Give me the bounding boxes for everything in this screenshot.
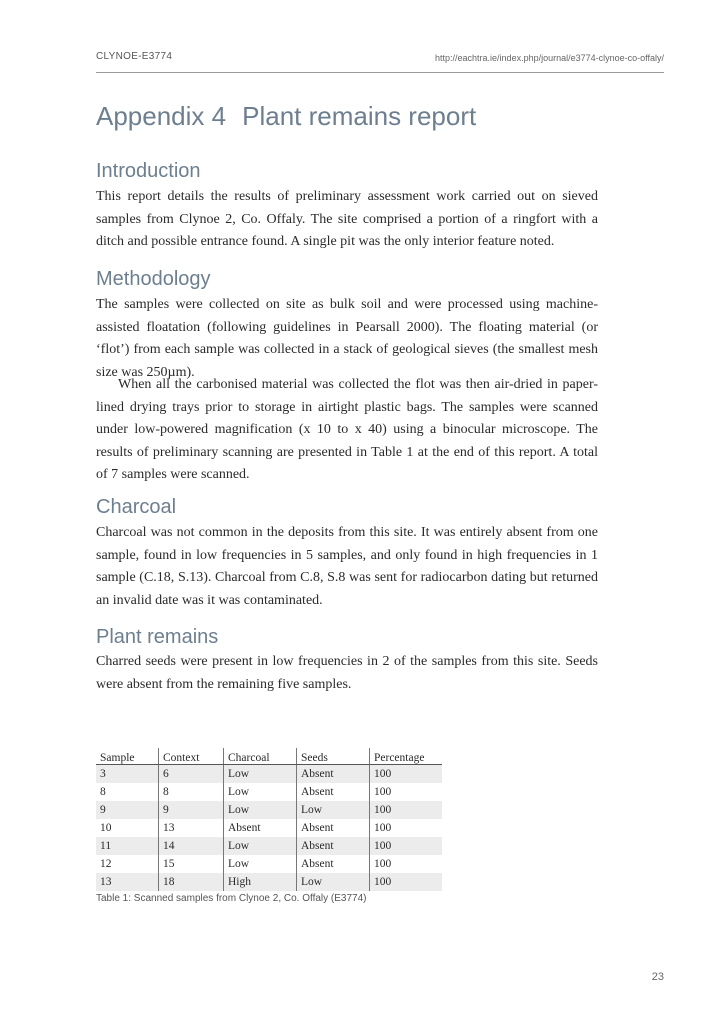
page-title	[96, 101, 476, 132]
table-cell: Absent	[297, 837, 370, 855]
table-header-row	[96, 748, 442, 765]
table-cell: 14	[159, 837, 224, 855]
header-url[interactable]: http://eachtra.ie/index.php/journal/e3774-clynoe-co-offaly/	[435, 53, 664, 63]
table-cell: 100	[370, 801, 443, 819]
charcoal-heading: Charcoal	[96, 496, 177, 518]
table-row	[96, 819, 442, 837]
table-cell: 8	[100, 786, 106, 798]
methodology-heading: Methodology	[96, 268, 211, 290]
appendix-title: Plant remains report	[242, 101, 477, 131]
column-header-percentage: Percentage	[370, 748, 443, 765]
appendix-label: Appendix 4	[96, 101, 227, 131]
table-cell: 6	[159, 765, 224, 784]
column-header-context: Context	[159, 748, 224, 765]
table-cell: 11	[96, 837, 159, 855]
table-cell: 100	[370, 837, 443, 855]
table-cell: 100	[370, 783, 443, 801]
table-cell: Low	[224, 837, 297, 855]
methodology-paragraph-1: The samples were collected on site as bulk soil and were processed using machine-assisted floatation (following guidelines in Pearsall 2000). The floating material (or ‘flot’) from each sample was collected in a stack of geological sieves (the smallest mesh size was 250µm).	[96, 297, 598, 380]
page-number: 23	[651, 971, 664, 983]
running-header	[96, 50, 664, 73]
table-row	[96, 765, 442, 784]
introduction-heading: Introduction	[96, 160, 201, 182]
table-cell: Absent	[297, 855, 370, 873]
table-cell: 13	[96, 873, 159, 891]
column-header-charcoal: Charcoal	[224, 748, 297, 765]
table-cell: 3	[96, 765, 159, 784]
table-row	[96, 783, 442, 801]
plant-remains-paragraph: Charred seeds were present in low frequencies in 2 of the samples from this site. Seeds were absent from the remaining five samples.	[96, 654, 598, 692]
table-cell: 18	[159, 873, 224, 891]
table-cell: Absent	[297, 819, 370, 837]
table-row	[96, 855, 442, 873]
table-cell: Low	[224, 801, 297, 819]
methodology-paragraph-2: When all the carbonised material was collected the flot was then air-dried in paper-lined drying trays prior to storage in airtight plastic bags. The samples were scanned under low-powered magnification (x 10 to x 40) using a binocular microscope. The results of preliminary scanning are presented in Table 1 at the end of this report. A total of 7 samples were scanned.	[96, 377, 598, 483]
plant-remains-heading: Plant remains	[96, 626, 219, 648]
table-cell: 12	[100, 858, 112, 870]
table-cell: 100	[370, 819, 443, 837]
table-cell: Low	[224, 855, 297, 873]
table-cell: Low	[224, 765, 297, 784]
table-cell: 10	[100, 822, 112, 834]
table-cell: 8	[159, 783, 224, 801]
table-cell: 100	[370, 855, 443, 873]
table-cell: 100	[370, 765, 443, 784]
samples-table	[96, 748, 442, 891]
table-cell: 15	[159, 855, 224, 873]
table-cell: Low	[297, 873, 370, 891]
table-cell: 9	[96, 801, 159, 819]
table-cell: 100	[370, 873, 443, 891]
table-cell: Absent	[297, 783, 370, 801]
table-row	[96, 873, 442, 891]
column-header-sample: Sample	[96, 748, 159, 765]
header-site-code: CLYNOE-E3774	[96, 51, 173, 62]
charcoal-paragraph: Charcoal was not common in the deposits from this site. It was entirely absent from one sample, found in low frequencies in 5 samples, and only found in high frequencies in 1 sample (C.18, S.13). Charcoal from C.8, S.8 was sent for radiocarbon dating but returned an invalid date was it was contaminated.	[96, 525, 598, 608]
table-row	[96, 837, 442, 855]
table-cell: Low	[297, 801, 370, 819]
table-row	[96, 801, 442, 819]
table-cell: 13	[159, 819, 224, 837]
table-cell: 9	[159, 801, 224, 819]
table-cell: Absent	[224, 819, 297, 837]
table-cell: High	[224, 873, 297, 891]
column-header-seeds: Seeds	[297, 748, 370, 765]
table-caption: Table 1: Scanned samples from Clynoe 2, Co. Offaly (E3774)	[96, 893, 367, 904]
table-cell: Absent	[297, 765, 370, 784]
introduction-paragraph: This report details the results of preliminary assessment work carried out on sieved samples from Clynoe 2, Co. Offaly. The site comprised a portion of a ringfort with a ditch and possible entrance found. A single pit was the only interior feature noted.	[96, 189, 598, 250]
table-cell: Low	[224, 783, 297, 801]
